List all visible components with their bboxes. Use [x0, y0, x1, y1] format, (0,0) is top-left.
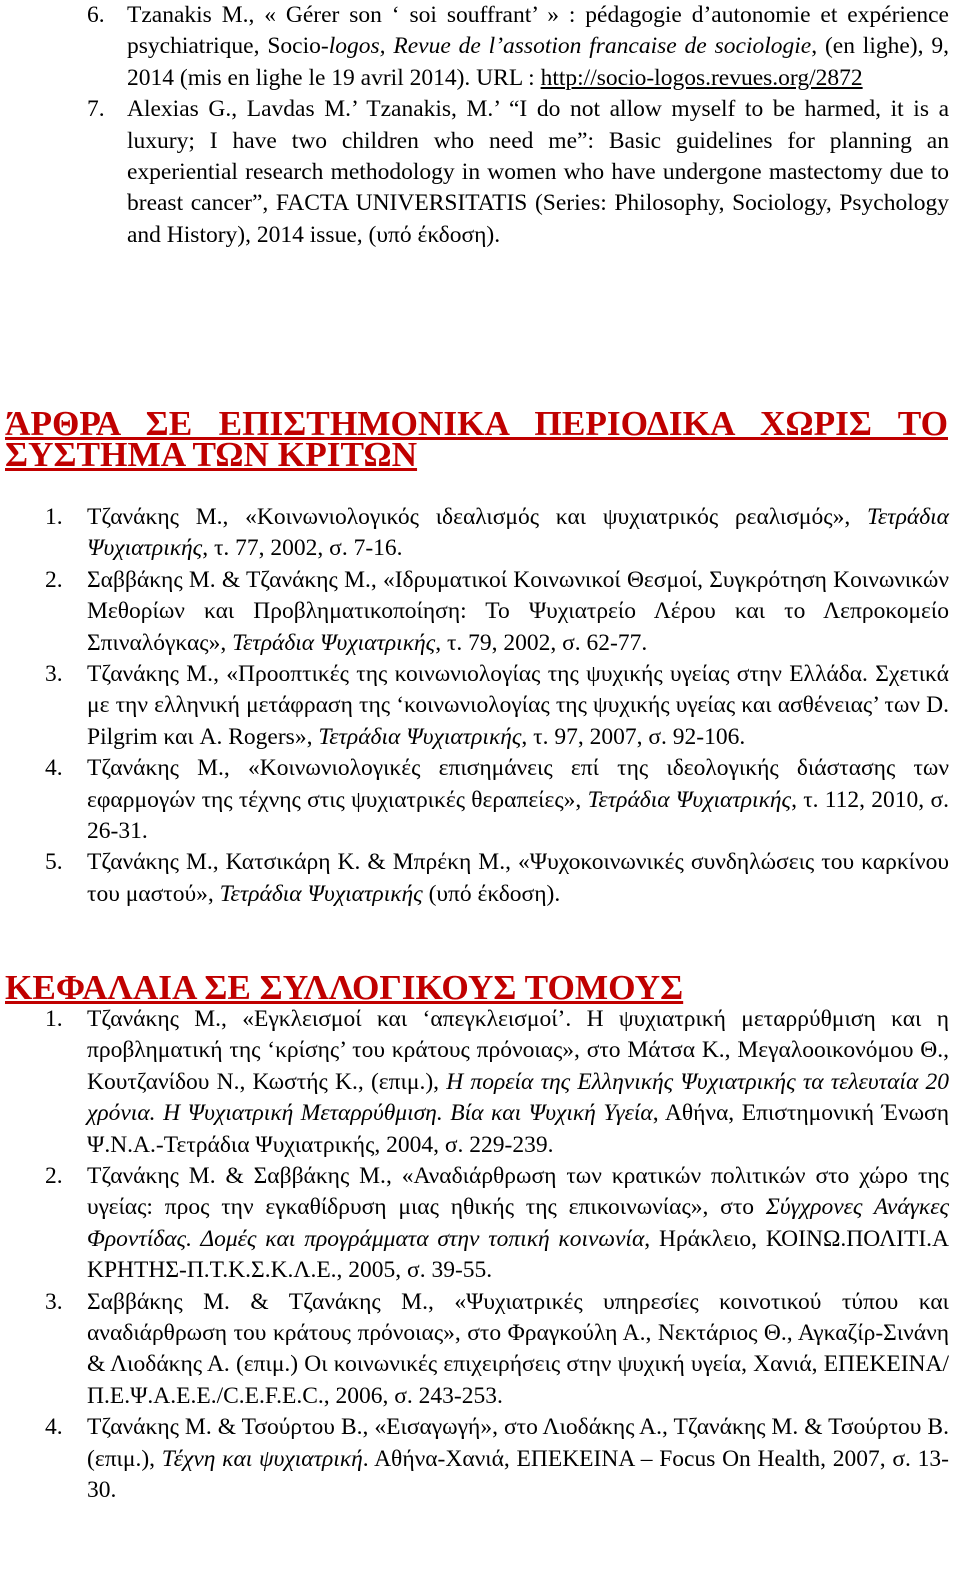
- publication-list-chapters: [45, 1004, 950, 1507]
- item-authors: Τζανάκης Μ.: [87, 755, 224, 782]
- item-authors: Τζανάκης Μ.: [87, 661, 214, 688]
- list-item: [87, 94, 949, 251]
- item-authors: Σαββάκης Μ. & Τζανάκης Μ.: [87, 566, 371, 593]
- item-title: , « Gérer son ‘ soi souffrant’ » : pédagogie d’autonomie et expérience psychiatrique, Socio-: [127, 2, 949, 60]
- item-title: , «Προοπτικές της κοινωνιολογίας της ψυχικής υγείας στην Ελλάδα. Σχετικά με την ελληνική μετάφραση της ‘κοινωνιολογίας της ψυχικής υγείας και ασθένειας’ των D. Pilgrim και A. Rogers»,: [87, 661, 949, 750]
- item-journal: Τετράδια Ψυχιατρικής: [587, 786, 792, 813]
- item-number: 1.: [45, 504, 63, 530]
- item-authors: Τζανάκης Μ. & Σαββάκης Μ.: [87, 1163, 386, 1190]
- item-number: 2.: [45, 1163, 63, 1190]
- item-journal: Τετράδια Ψυχιατρικής: [232, 629, 436, 656]
- item-authors: Tzanakis M.: [127, 2, 249, 28]
- item-details: , τ. 97, 2007, σ. 92-106.: [521, 723, 746, 750]
- item-authors: Τζανάκης Μ. & Τσούρτου Β.: [87, 1414, 363, 1441]
- item-number: 3.: [45, 1288, 63, 1315]
- item-title: ’ Tzanakis, M.’ “I do not allow myself to be harmed, it is a luxury; I have two children who need me”: Basic guidelines for planning an experiential research methodology in women who have undergone mastectomy due to breast cancer”, FACTA UNIVERSITATIS (Series: Philosophy, Sociology, Psychology and History), 2014 issue, (υπό έκδοση).: [127, 96, 949, 248]
- section-heading-non-refereed: ΆΡΘΡΑ ΣΕ ΕΠΙΣΤΗΜΟΝΙΚΑ ΠΕΡΙΟΔΙΚΑ ΧΩΡΙΣ ΤΟ ΣΥΣΤΗΜΑ ΤΩΝ ΚΡΙΤΩΝ: [5, 404, 948, 475]
- item-number: 4.: [45, 1414, 63, 1441]
- publication-list-journals-cont: [87, 0, 949, 251]
- list-item: [45, 753, 950, 847]
- item-book: Σύγχρονες Ανάγκες Φροντίδας. Δομές και προγράμματα στην τοπική κοινωνία: [87, 1194, 950, 1252]
- item-title: , «Εγκλεισμοί και ‘απεγκλεισμοί’. Η ψυχιατρική μεταρρύθμιση και η προβληματική της ‘κρίσης’ του κράτους πρόνοιας», στο Μάτσα Κ., Μεγαλοοικονόμου Θ., Κουτζανίδου Ν., Κωστής Κ., (επιμ.),: [87, 1006, 949, 1095]
- list-item: [45, 847, 949, 910]
- item-title: , «Αναδιάρθρωση των κρατικών πολιτικών στο χώρο της υγείας: προς την εγκαθίδρυση μιας ηθικής της επικοινωνίας», στο: [87, 1163, 949, 1221]
- item-authors: Τζανάκης Μ.: [87, 1006, 222, 1032]
- item-authors: Τζανάκης Μ., Κατσικάρη Κ. & Μπρέκη Μ.: [87, 849, 506, 876]
- list-item: [45, 565, 949, 659]
- item-book: Η πορεία της Ελληνικής Ψυχιατρικής τα τελευταία 20 χρόνια. Η Ψυχιατρική Μεταρρύθμιση. Βία και Ψυχική Υγεία: [87, 1068, 950, 1127]
- item-details: , Ηράκλειο, ΚΟΙΝΩ.ΠΟΛΙΤΙ.Α ΚΡΗΤΗΣ-Π.Τ.Κ.Σ.Κ.Λ.Ε., 2005, σ. 39-55.: [87, 1225, 949, 1284]
- item-number: 7.: [87, 96, 105, 123]
- item-details: , Αθήνα, Επιστημονική Ένωση Ψ.Ν.Α.-Τετράδια Ψυχιατρικής, 2004, σ. 229-239.: [87, 1100, 949, 1158]
- item-title: , «Ψυχιατρικές υπηρεσίες κοινοτικού τύπου και αναδιάρθρωση του κράτους πρόνοιας», στο Φραγκούλη Α., Νεκτάριος Θ., Αγκαζίρ-Σινάνη & Λιοδάκης Α. (επιμ.) Οι κοινωνικές επιχειρήσεις στην ψυχική υγεία, Χανιά, ΕΠΕΚΕΙΝΑ/Π.Ε.Ψ.Α.Ε.Ε./C.E.F.E.C., 2006, σ. 243-253.: [87, 1288, 949, 1409]
- list-item: [45, 1004, 950, 1161]
- item-title: , «Ψυχοκοινωνικές συνδηλώσεις του καρκίνου του μαστού»,: [87, 849, 949, 907]
- item-details: , τ. 77, 2002, σ. 7-16.: [202, 535, 403, 562]
- list-item: [87, 0, 949, 94]
- list-item: [45, 1412, 949, 1506]
- item-number: 1.: [45, 1006, 63, 1032]
- item-journal: Τετράδια Ψυχιατρικής: [87, 504, 949, 562]
- item-details: , (en lighe), 9, 2014 (mis en lighe le 19 avril 2014). URL :: [127, 33, 949, 91]
- list-item: [45, 502, 949, 565]
- item-journal: Τετράδια Ψυχιατρικής: [219, 880, 423, 907]
- item-authors: Alexias G., Lavdas M.: [127, 96, 351, 123]
- item-details: . Αθήνα-Χανιά, ΕΠΕΚΕΙΝΑ – Focus On Health, 2007, σ. 13-30.: [87, 1445, 949, 1504]
- item-authors: Σαββάκης Μ. & Τζανάκης Μ.: [87, 1288, 428, 1315]
- item-journal: Τετράδια Ψυχιατρικής: [318, 723, 522, 750]
- item-details: (υπό έκδοση).: [422, 880, 561, 907]
- item-number: 6.: [87, 2, 105, 28]
- item-details: , τ. 112, 2010, σ. 26-31.: [87, 786, 949, 845]
- list-item: [45, 1161, 950, 1287]
- item-book: Τέχνη και ψυχιατρική: [161, 1445, 363, 1472]
- article-url-link[interactable]: http://socio-logos.revues.org/2872: [540, 64, 863, 91]
- list-item: [45, 659, 949, 753]
- item-number: 3.: [45, 661, 63, 688]
- item-title: , «Κοινωνιολογικός ιδεαλισμός και ψυχιατρικός ρεαλισμός»,: [222, 504, 867, 530]
- item-details: , τ. 79, 2002, σ. 62-77.: [435, 629, 648, 656]
- item-journal: logos, Revue de l’assotion francaise de sociologie: [328, 33, 812, 60]
- section-heading-chapters: ΚΕΦΑΛΑΙΑ ΣΕ ΣΥΛΛΟΓΙΚΟΥΣ ΤΟΜΟΥΣ: [5, 968, 684, 1007]
- item-title: , «Κοινωνιολογικές επισημάνεις επί της ιδεολογικής διάστασης των εφαρμογών της τέχνης στις ψυχιατρικές θεραπείες»,: [87, 755, 950, 813]
- item-authors: Τζανάκης Μ.: [87, 504, 223, 530]
- item-title: , «Ιδρυματικοί Κοινωνικοί Θεσμοί, Συγκρότηση Κοινωνικών Μεθορίων και Προβληματικοποίηση: Το Ψυχιατρείο Λέρου και το Λεπροκομείο Σπιναλόγκας»,: [87, 566, 949, 656]
- item-title: , «Εισαγωγή», στο Λιοδάκης Α., Τζανάκης Μ. & Τσούρτου Β. (επιμ.),: [87, 1414, 949, 1472]
- list-item: [45, 1287, 949, 1413]
- item-number: 4.: [45, 755, 63, 782]
- publication-list-non-refereed: [45, 502, 950, 910]
- item-number: 5.: [45, 849, 63, 876]
- item-number: 2.: [45, 566, 63, 593]
